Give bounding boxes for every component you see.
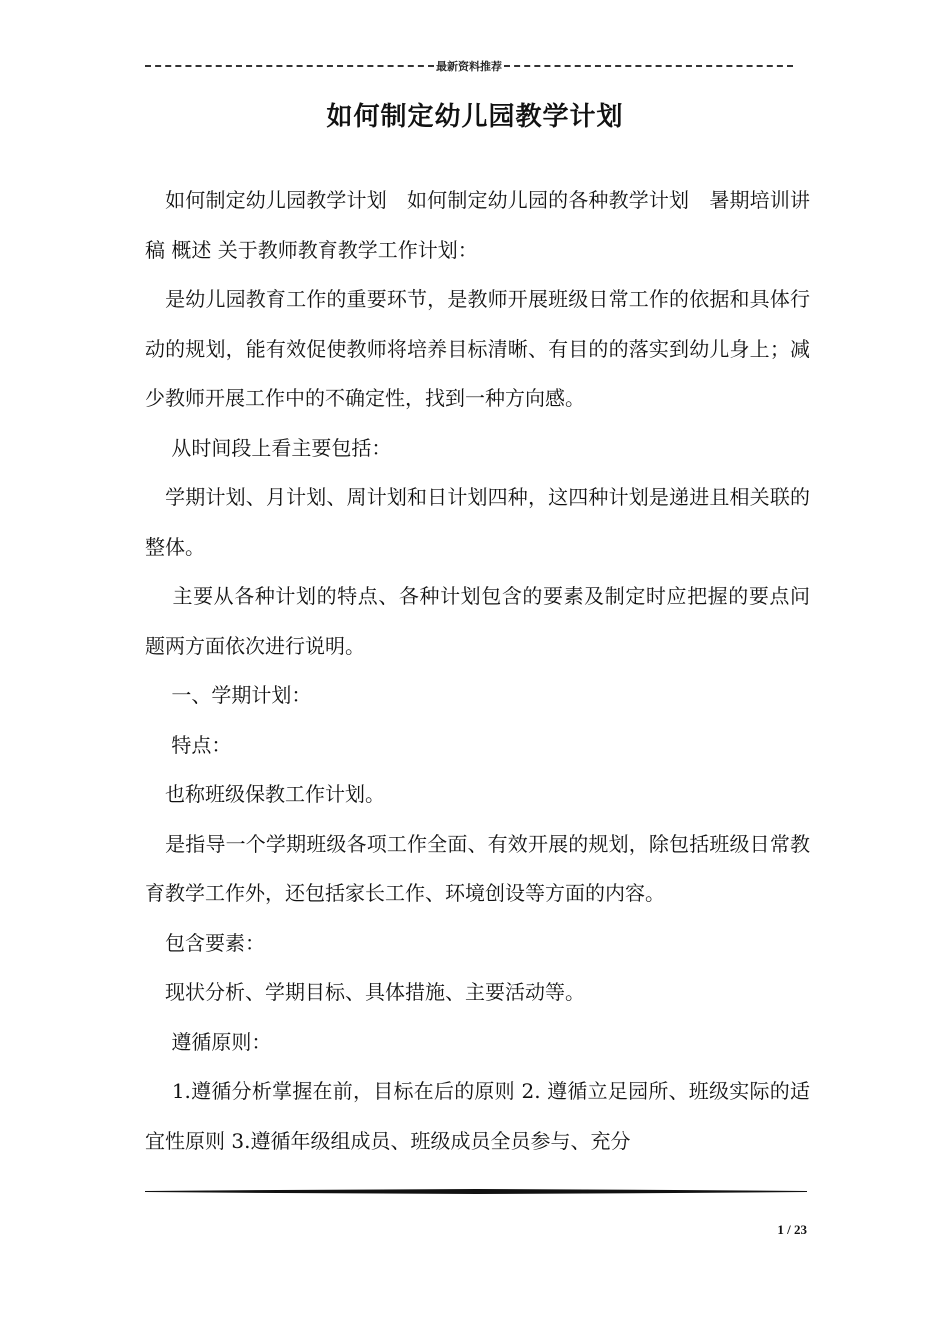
paragraph: 是指导一个学期班级各项工作全面、有效开展的规划，除包括班级日常教育教学工作外，还包括家长工作、环境创设等方面的内容。 [145, 831, 810, 905]
header-dash-right [504, 65, 793, 67]
paragraph: 主要从各种计划的特点、各种计划包含的要素及制定时应把握的要点问题两方面依次进行说明。 [145, 584, 810, 658]
paragraph: 也称班级保教工作计划。 [145, 782, 385, 806]
document-title: 如何制定幼儿园教学计划 [326, 102, 624, 132]
paragraph: 学期计划、月计划、周计划和日计划四种，这四种计划是递进且相关联的整体。 [145, 485, 810, 559]
page-separator: / [787, 1222, 791, 1237]
paragraph: 遵循原则： [145, 1029, 272, 1054]
footer-divider [145, 1189, 807, 1194]
paragraph: 如何制定幼儿园教学计划 如何制定幼儿园的各种教学计划 暑期培训讲稿 概述 关于教师教育教学工作计划： [145, 188, 810, 262]
paragraph: 包含要素： [145, 930, 265, 955]
header-dash-left [145, 65, 434, 67]
paragraph: 从时间段上看主要包括： [145, 435, 392, 460]
page-number [700, 1222, 807, 1238]
page-total: 23 [794, 1222, 807, 1237]
paragraph: 特点： [145, 732, 232, 757]
header-label: 最新资料推荐 [436, 60, 502, 73]
paragraph: 1.遵循分析掌握在前，目标在后的原则 2. 遵循立足园所、班级实际的适宜性原则 3.遵循年级组成员、班级成员全员参与、充分 [145, 1079, 810, 1153]
paragraph: 一、学期计划： [145, 683, 312, 707]
document-body [145, 176, 810, 1166]
paragraph: 是幼儿园教育工作的重要环节，是教师开展班级日常工作的依据和具体行动的规划，能有效促使教师将培养目标清晰、有目的的落实到幼儿身上；减少教师开展工作中的不确定性，找到一种方向感。 [145, 287, 810, 410]
page-current: 1 [777, 1222, 784, 1237]
page-header [145, 58, 793, 74]
paragraph: 现状分析、学期目标、具体措施、主要活动等。 [145, 980, 585, 1004]
